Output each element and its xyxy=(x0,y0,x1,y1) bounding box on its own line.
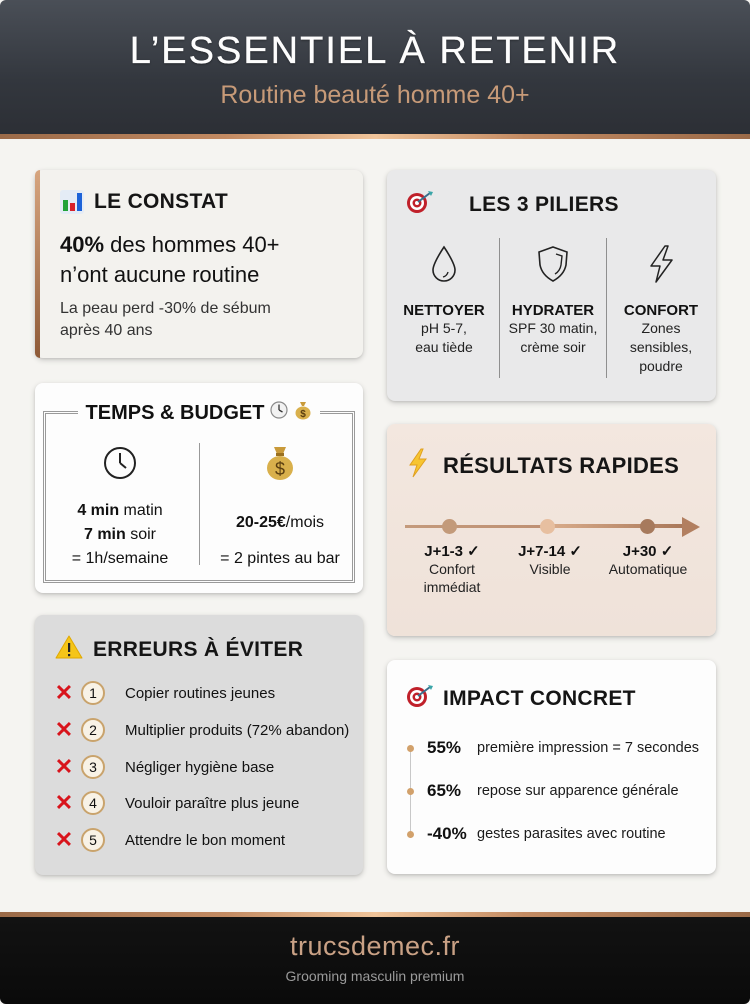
timeline-step: J+1-3 ✓ Confort immédiat xyxy=(423,543,481,595)
pillar-nettoyer: NETTOYER pH 5-7, eau tiède xyxy=(391,240,497,357)
cross-mark-icon: ✕ xyxy=(54,790,74,815)
number-badge: 1 xyxy=(81,681,105,705)
impact-item: -40% gestes parasites avec routine xyxy=(407,824,666,844)
target-icon xyxy=(405,684,435,714)
impact-item: 65% repose sur apparence générale xyxy=(407,781,679,801)
constat-detail: La peau perd -30% de sébum après 40 ans xyxy=(60,300,271,339)
weekly-total: = 1h/semaine xyxy=(71,550,169,567)
page-title: L’ESSENTIEL À RETENIR xyxy=(129,30,621,72)
target-icon xyxy=(405,190,435,220)
time-column xyxy=(40,443,200,571)
water-drop-icon xyxy=(391,240,497,288)
bullet-dot xyxy=(407,788,414,795)
impact-item: 55% première impression = 7 secondes xyxy=(407,738,699,758)
svg-text:$: $ xyxy=(274,459,286,479)
bullet-dot xyxy=(407,831,414,838)
header-divider xyxy=(0,134,750,139)
timeline-dot xyxy=(442,519,457,534)
budget-column xyxy=(200,443,360,571)
cross-mark-icon: ✕ xyxy=(54,680,74,705)
timeline-dot xyxy=(540,519,555,534)
constat-title: LE CONSTAT xyxy=(60,190,228,214)
arrow-right-icon xyxy=(682,517,700,537)
budget-comparison: = 2 pintes au bar xyxy=(220,550,340,567)
bar-chart-icon xyxy=(60,190,84,214)
warning-icon xyxy=(55,635,83,665)
error-item: ✕ 5 Attendre le bon moment xyxy=(54,827,286,852)
lightning-icon xyxy=(608,240,714,288)
cross-mark-icon: ✕ xyxy=(54,754,74,779)
tagline: Grooming masculin premium xyxy=(285,968,465,984)
morning-time: 4 min matin xyxy=(77,502,163,519)
pillar-hydrater: HYDRATER SPF 30 matin, crème soir xyxy=(500,240,606,357)
results-card xyxy=(387,424,716,636)
pillar-divider xyxy=(606,238,607,378)
timeline-step: J+30 ✓ Automatique xyxy=(608,543,688,577)
error-item: ✕ 3 Négliger hygiène base xyxy=(54,754,275,779)
page-subtitle: Routine beauté homme 40+ xyxy=(220,81,530,109)
timeline-dot xyxy=(640,519,655,534)
error-item: ✕ 4 Vouloir paraître plus jeune xyxy=(54,790,300,815)
temps-title: TEMPS & BUDGET $ xyxy=(78,400,321,426)
number-badge: 3 xyxy=(81,755,105,779)
cross-mark-icon: ✕ xyxy=(54,717,74,742)
pillar-confort: CONFORT Zones sensibles, poudre xyxy=(608,240,714,376)
impact-title: IMPACT CONCRET xyxy=(405,684,636,714)
money-bag-icon xyxy=(200,443,360,483)
bullet-dot xyxy=(407,745,414,752)
results-title: RÉSULTATS RAPIDES xyxy=(407,448,679,484)
errors-card xyxy=(35,615,363,875)
error-item: ✕ 2 Multiplier produits (72% abandon) xyxy=(54,717,350,742)
cross-mark-icon: ✕ xyxy=(54,827,74,852)
timeline xyxy=(405,520,700,534)
number-badge: 4 xyxy=(81,791,105,815)
constat-stat: 40% des hommes 40+ n’ont aucune routine xyxy=(60,232,280,287)
piliers-card xyxy=(387,170,716,401)
svg-text:$: $ xyxy=(300,409,307,420)
timeline-step: J+7-14 ✓ Visible xyxy=(518,543,582,577)
header xyxy=(0,0,750,134)
shield-icon xyxy=(500,240,606,288)
clock-icon xyxy=(270,401,288,425)
number-badge: 2 xyxy=(81,718,105,742)
evening-time: 7 min soir xyxy=(83,526,157,543)
number-badge: 5 xyxy=(81,828,105,852)
clock-icon xyxy=(40,443,200,483)
constat-card xyxy=(35,170,363,358)
error-item: ✕ 1 Copier routines jeunes xyxy=(54,680,276,705)
site-link[interactable]: trucsdemec.fr xyxy=(289,931,461,961)
high-voltage-icon xyxy=(407,448,429,484)
piliers-title: LES 3 PILIERS xyxy=(405,190,619,220)
money-bag-icon xyxy=(294,400,312,426)
footer xyxy=(0,917,750,1004)
budget-amount: 20-25€/mois xyxy=(235,514,325,531)
temps-budget-card xyxy=(35,383,363,593)
impact-card xyxy=(387,660,716,874)
errors-title: ERREURS À ÉVITER xyxy=(55,635,303,665)
